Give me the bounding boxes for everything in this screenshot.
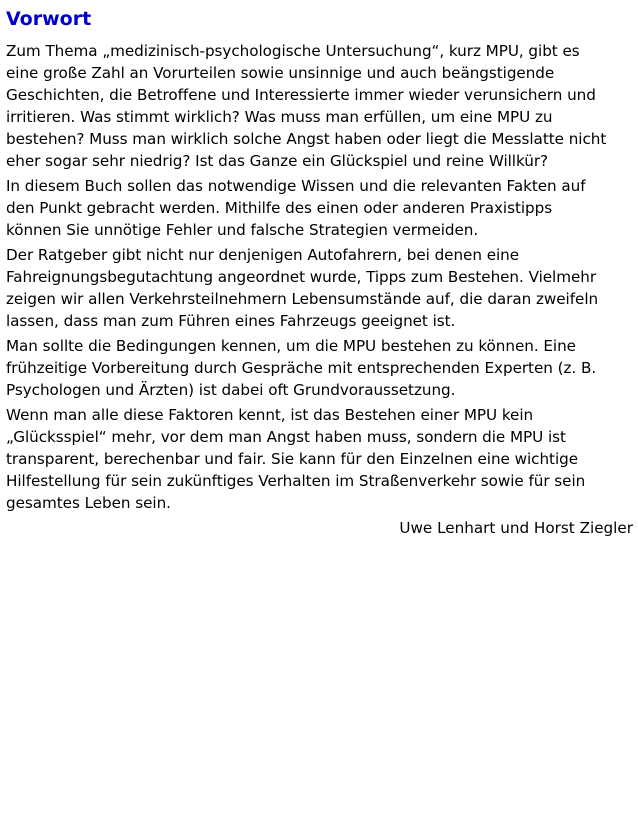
paragraph-conclusion: Wenn man alle diese Faktoren kennt, ist das Bestehen einer MPU kein „Glücksspiel“ mehr, vor dem man Angst haben muss, sondern die MPU ist transparent, berechenbar und fair. Sie kann für den Einzelnen eine wichtige Hilfestellung für sein zukünftiges Verhalten im Straßenverkehr sowie für sein gesamtes Leben sein. [6, 406, 586, 512]
paragraph-purpose: In diesem Buch sollen das notwendige Wissen und die relevanten Fakten auf den Punkt gebracht werden. Mithilfe des einen oder anderen Praxistipps können Sie unnötige Fehler und falsche Strategien vermeiden. [6, 177, 586, 239]
paragraph-preparation: Man sollte die Bedingungen kennen, um die MPU bestehen zu können. Eine frühzeitige Vorbereitung durch Gespräche mit entsprechenden Experten (z. B. Psychologen und Ärzten) ist dabei oft Grundvoraussetzung. [6, 337, 597, 399]
paragraph-intro: Zum Thema „medizinisch-psychologische Untersuchung“, kurz MPU, gibt es eine große Zahl an Vorurteilen sowie unsinnige und auch beängstigende Geschichten, die Betroffene und Interessierte immer wieder verunsichern und irritieren. Was stimmt wirklich? Was muss man erfüllen, um eine MPU zu bestehen? Muss man wirklich solche Angst haben oder liegt die Messlatte nicht eher sogar sehr niedrig? Ist das Ganze ein Glückspiel und reine Willkür? [6, 42, 607, 170]
author-signature: Uwe Lenhart und Horst Ziegler [399, 519, 633, 537]
page-title: Vorwort [6, 8, 92, 30]
paragraph-audience: Der Ratgeber gibt nicht nur denjenigen Autofahrern, bei denen eine Fahreignungsbegutachtung angeordnet wurde, Tipps zum Bestehen. Vielmehr zeigen wir allen Verkehrsteilnehmern Lebensumstände auf, die daran zweifeln lassen, dass man zum Führen eines Fahrzeugs geeignet ist. [6, 246, 599, 330]
